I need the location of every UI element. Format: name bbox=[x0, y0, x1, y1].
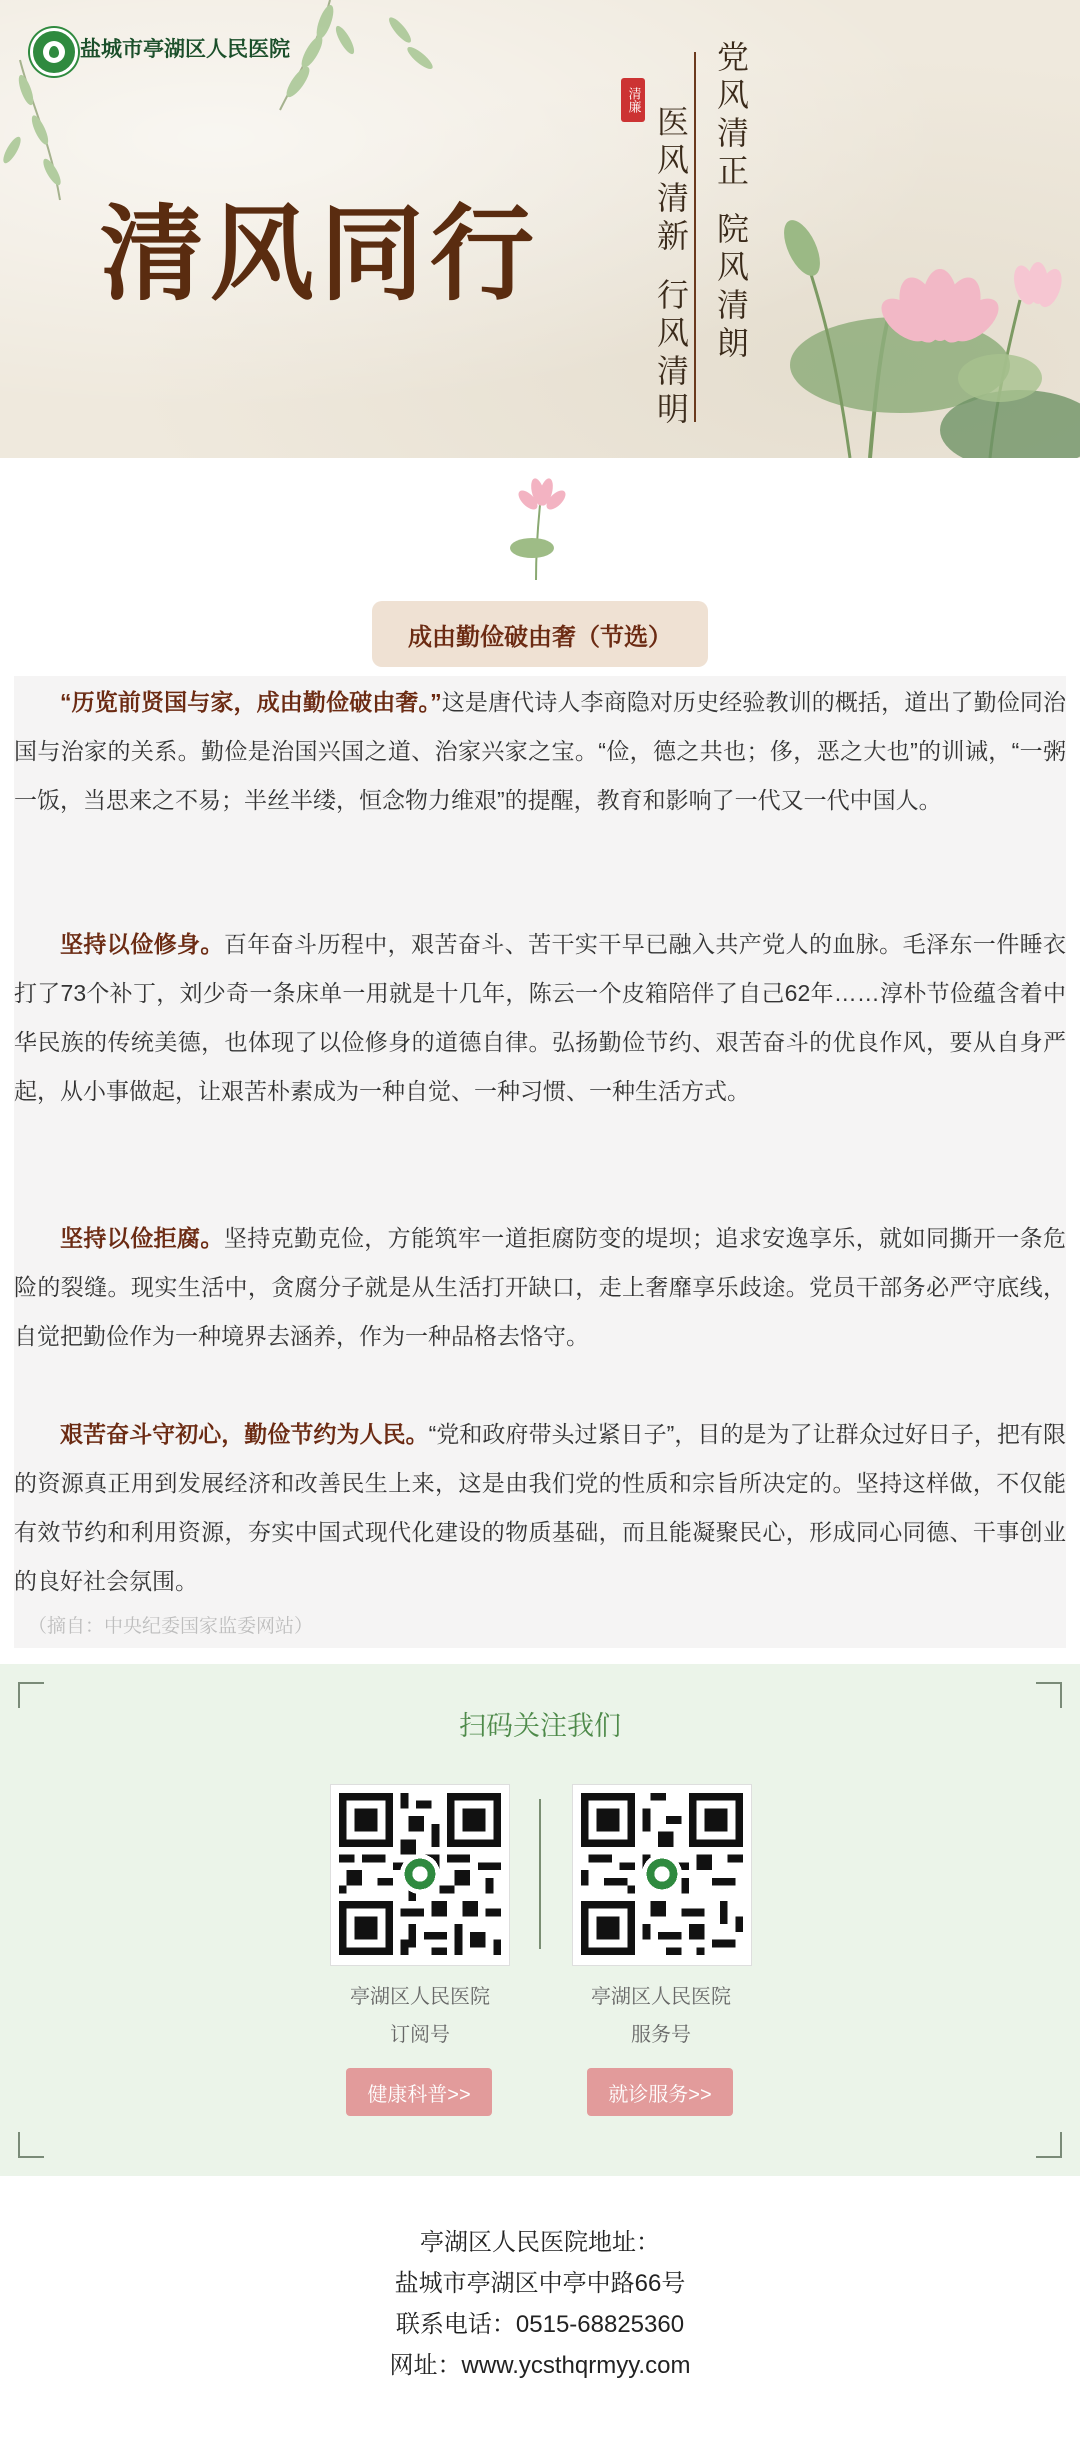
article-body bbox=[14, 676, 1066, 1648]
paragraph-lead: 艰苦奋斗守初心，勤俭节约为人民。 bbox=[60, 1421, 429, 1447]
phone-text: 联系电话：0515-68825360 bbox=[395, 2311, 685, 2338]
account-label-service bbox=[551, 1978, 771, 2054]
vertical-divider bbox=[694, 52, 696, 422]
paragraph-text: 这是唐代诗人李商隐对历史经验教训的概括，道出了勤俭同治国与治家的关系。勤俭是治国兴国之道、治家兴家之宝。“俭，德之共也；侈，恶之大也”的训诫，“一粥一饭，当思来之不易；半丝半缕，恒念物力维艰”的提醒，教育和影响了一代又一代中国人。 bbox=[14, 689, 1066, 813]
paragraph-lead: 坚持以俭拒腐。 bbox=[60, 1225, 224, 1251]
address-label: 亭湖区人民医院地址： bbox=[420, 2229, 660, 2256]
health-science-button[interactable]: 健康科普>> bbox=[346, 2068, 492, 2116]
qr-divider bbox=[539, 1799, 541, 1949]
account-type: 服务号 bbox=[631, 2024, 691, 2046]
footer-contact bbox=[0, 2222, 1080, 2386]
qr-code-service[interactable] bbox=[572, 1784, 752, 1966]
paragraph-4 bbox=[14, 1410, 1066, 1606]
hospital-name: 盐城市亭湖区人民医院 bbox=[80, 38, 290, 61]
paragraph-2 bbox=[14, 920, 1066, 1116]
paragraph-lead: “历览前贤国与家，成由勤俭破由奢。” bbox=[60, 689, 442, 715]
website-text: 网址：www.ycsthqrmyy.com bbox=[389, 2352, 691, 2379]
slogan-4: 行风清明 bbox=[652, 278, 690, 430]
account-name: 亭湖区人民医院 bbox=[350, 1986, 490, 2008]
lotus-illustration bbox=[780, 200, 1080, 458]
paragraph-text: “党和政府带头过紧日子”，目的是为了让群众过好日子，把有限的资源真正用到发展经济和改善民生上来，这是由我们党的性质和宗旨所决定的。坚持这样做，不仅能有效节约和利用资源，夯实中国式现代化建设的物质基础，而且能凝聚民心，形成同心同德、干事创业的良好社会氛围。 bbox=[14, 1421, 1066, 1594]
address-text: 盐城市亭湖区中亭中路66号 bbox=[394, 2270, 686, 2297]
corner-decoration bbox=[1036, 2132, 1062, 2158]
medical-service-button[interactable]: 就诊服务>> bbox=[587, 2068, 733, 2116]
seal-stamp: 清廉 bbox=[621, 78, 645, 122]
account-type: 订阅号 bbox=[390, 2024, 450, 2046]
account-label-subscription bbox=[310, 1978, 530, 2054]
follow-title: 扫码关注我们 bbox=[459, 1711, 621, 1741]
slogan-3: 医风清新 bbox=[652, 105, 690, 257]
paragraph-text: 坚持克勤克俭，方能筑牢一道拒腐防变的堤坝；追求安逸享乐，就如同撕开一条危险的裂缝。现实生活中，贪腐分子就是从生活打开缺口，走上奢靡享乐歧途。党员干部务必严守底线，自觉把勤俭作为一种境界去涵养，作为一种品格去恪守。 bbox=[14, 1225, 1067, 1349]
account-name: 亭湖区人民医院 bbox=[591, 1986, 731, 2008]
paragraph-text: 百年奋斗历程中，艰苦奋斗、苦干实干早已融入共产党人的血脉。毛泽东一件睡衣打了73个补丁，刘少奇一条床单一用就是十几年，陈云一个皮箱陪伴了自己62年……淳朴节俭蕴含着中华民族的传统美德，也体现了以俭修身的道德自律。弘扬勤俭节约、艰苦奋斗的优良作风，要从自身严起，从小事做起，让艰苦朴素成为一种自觉、一种习惯、一种生活方式。 bbox=[14, 931, 1067, 1104]
slogan-1: 党风清正 bbox=[712, 40, 750, 192]
slogan-2: 院风清朗 bbox=[712, 212, 750, 364]
corner-decoration bbox=[18, 2132, 44, 2158]
paragraph-lead: 坚持以俭修身。 bbox=[60, 931, 224, 957]
header-banner bbox=[0, 0, 1080, 458]
qr-code-subscription[interactable] bbox=[330, 1784, 510, 1966]
paragraph-3 bbox=[14, 1214, 1066, 1361]
article-title-tag: 成由勤俭破由奢（节选） bbox=[372, 601, 708, 667]
source-note: （摘自：中央纪委国家监委网站） bbox=[28, 1616, 314, 1637]
paragraph-1 bbox=[14, 678, 1066, 825]
lotus-icon bbox=[500, 470, 580, 580]
hospital-logo bbox=[30, 28, 78, 76]
follow-section bbox=[0, 1664, 1080, 2176]
banner-title: 清风同行 bbox=[100, 192, 541, 315]
